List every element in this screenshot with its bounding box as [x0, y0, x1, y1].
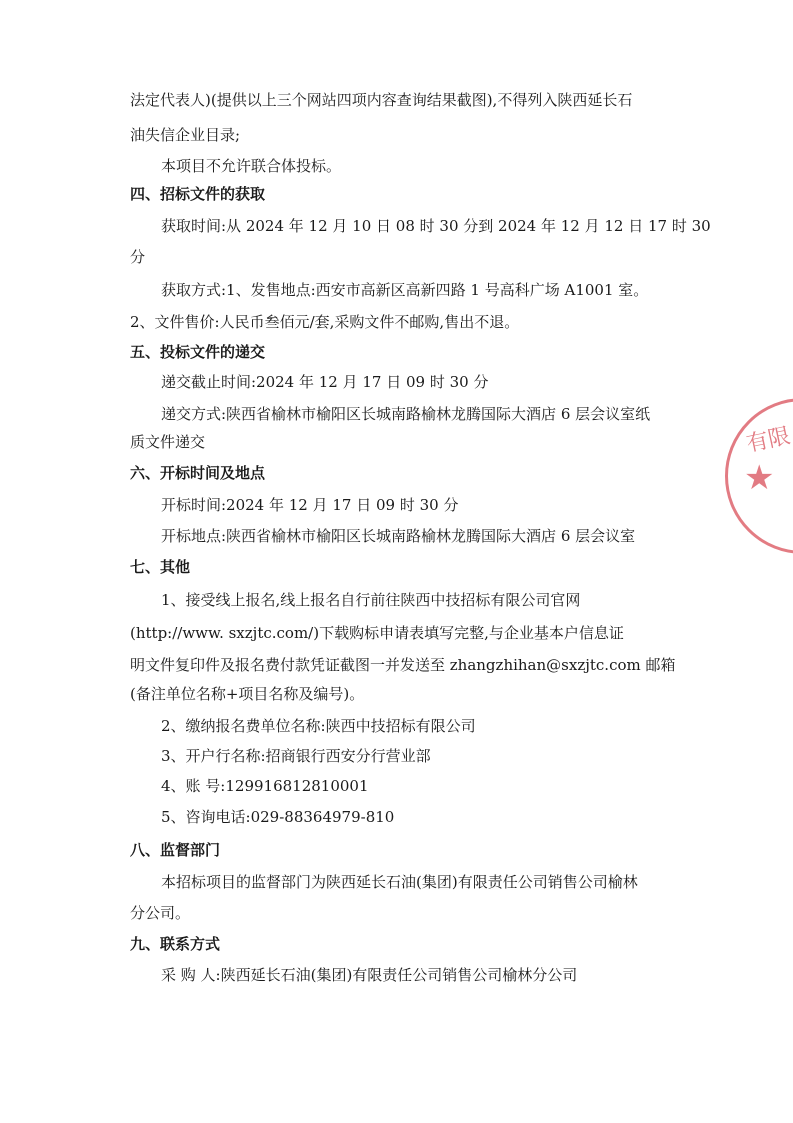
- text-line: 递交方式:陕西省榆林市榆阳区长城南路榆林龙腾国际大酒店 6 层会议室纸: [161, 405, 651, 423]
- section-heading: 九、联系方式: [130, 935, 221, 953]
- text-line: 法定代表人)(提供以上三个网站四项内容查询结果截图),不得列入陕西延长石: [130, 91, 633, 109]
- section-heading: 七、其他: [130, 558, 191, 576]
- text-line: 明文件复印件及报名费付款凭证截图一并发送至 zhangzhihan@sxzjtc.com 邮箱: [130, 656, 676, 674]
- text-line: 开标地点:陕西省榆林市榆阳区长城南路榆林龙腾国际大酒店 6 层会议室: [161, 527, 636, 545]
- text-line: 本项目不允许联合体投标。: [161, 157, 342, 175]
- text-line: 2、文件售价:人民币叁佰元/套,采购文件不邮购,售出不退。: [130, 313, 520, 331]
- text-line: 1、接受线上报名,线上报名自行前往陕西中技招标有限公司官网: [161, 591, 581, 609]
- section-heading: 八、监督部门: [130, 841, 221, 859]
- text-line: 质文件递交: [130, 433, 206, 451]
- text-line: 递交截止时间:2024 年 12 月 17 日 09 时 30 分: [161, 373, 489, 391]
- seal-text: 有限: [744, 423, 793, 458]
- text-line: (http://www. sxzjtc.com/)下载购标申请表填写完整,与企业基本户信息证: [130, 624, 624, 642]
- text-line: (备注单位名称+项目名称及编号)。: [130, 685, 365, 703]
- text-line: 4、账 号:129916812810001: [161, 777, 369, 795]
- text-line: 3、开户行名称:招商银行西安分行营业部: [161, 747, 431, 765]
- seal-star-icon: ★: [744, 458, 775, 498]
- text-line: 采 购 人:陕西延长石油(集团)有限责任公司销售公司榆林分公司: [161, 966, 578, 984]
- text-line: 获取方式:1、发售地点:西安市高新区高新四路 1 号高科广场 A1001 室。: [161, 281, 649, 299]
- text-line: 获取时间:从 2024 年 12 月 10 日 08 时 30 分到 2024 年 12 月 12 日 17 时 30: [161, 217, 711, 235]
- text-line: 本招标项目的监督部门为陕西延长石油(集团)有限责任公司销售公司榆林: [161, 873, 638, 891]
- text-line: 2、缴纳报名费单位名称:陕西中技招标有限公司: [161, 717, 476, 735]
- text-line: 分: [130, 248, 146, 266]
- text-line: 开标时间:2024 年 12 月 17 日 09 时 30 分: [161, 496, 459, 514]
- text-line: 油失信企业目录;: [130, 126, 241, 144]
- section-heading: 四、招标文件的获取: [130, 185, 266, 203]
- section-heading: 五、投标文件的递交: [130, 343, 266, 361]
- text-line: 5、咨询电话:029-88364979-810: [161, 808, 395, 826]
- section-heading: 六、开标时间及地点: [130, 464, 266, 482]
- text-line: 分公司。: [130, 904, 191, 922]
